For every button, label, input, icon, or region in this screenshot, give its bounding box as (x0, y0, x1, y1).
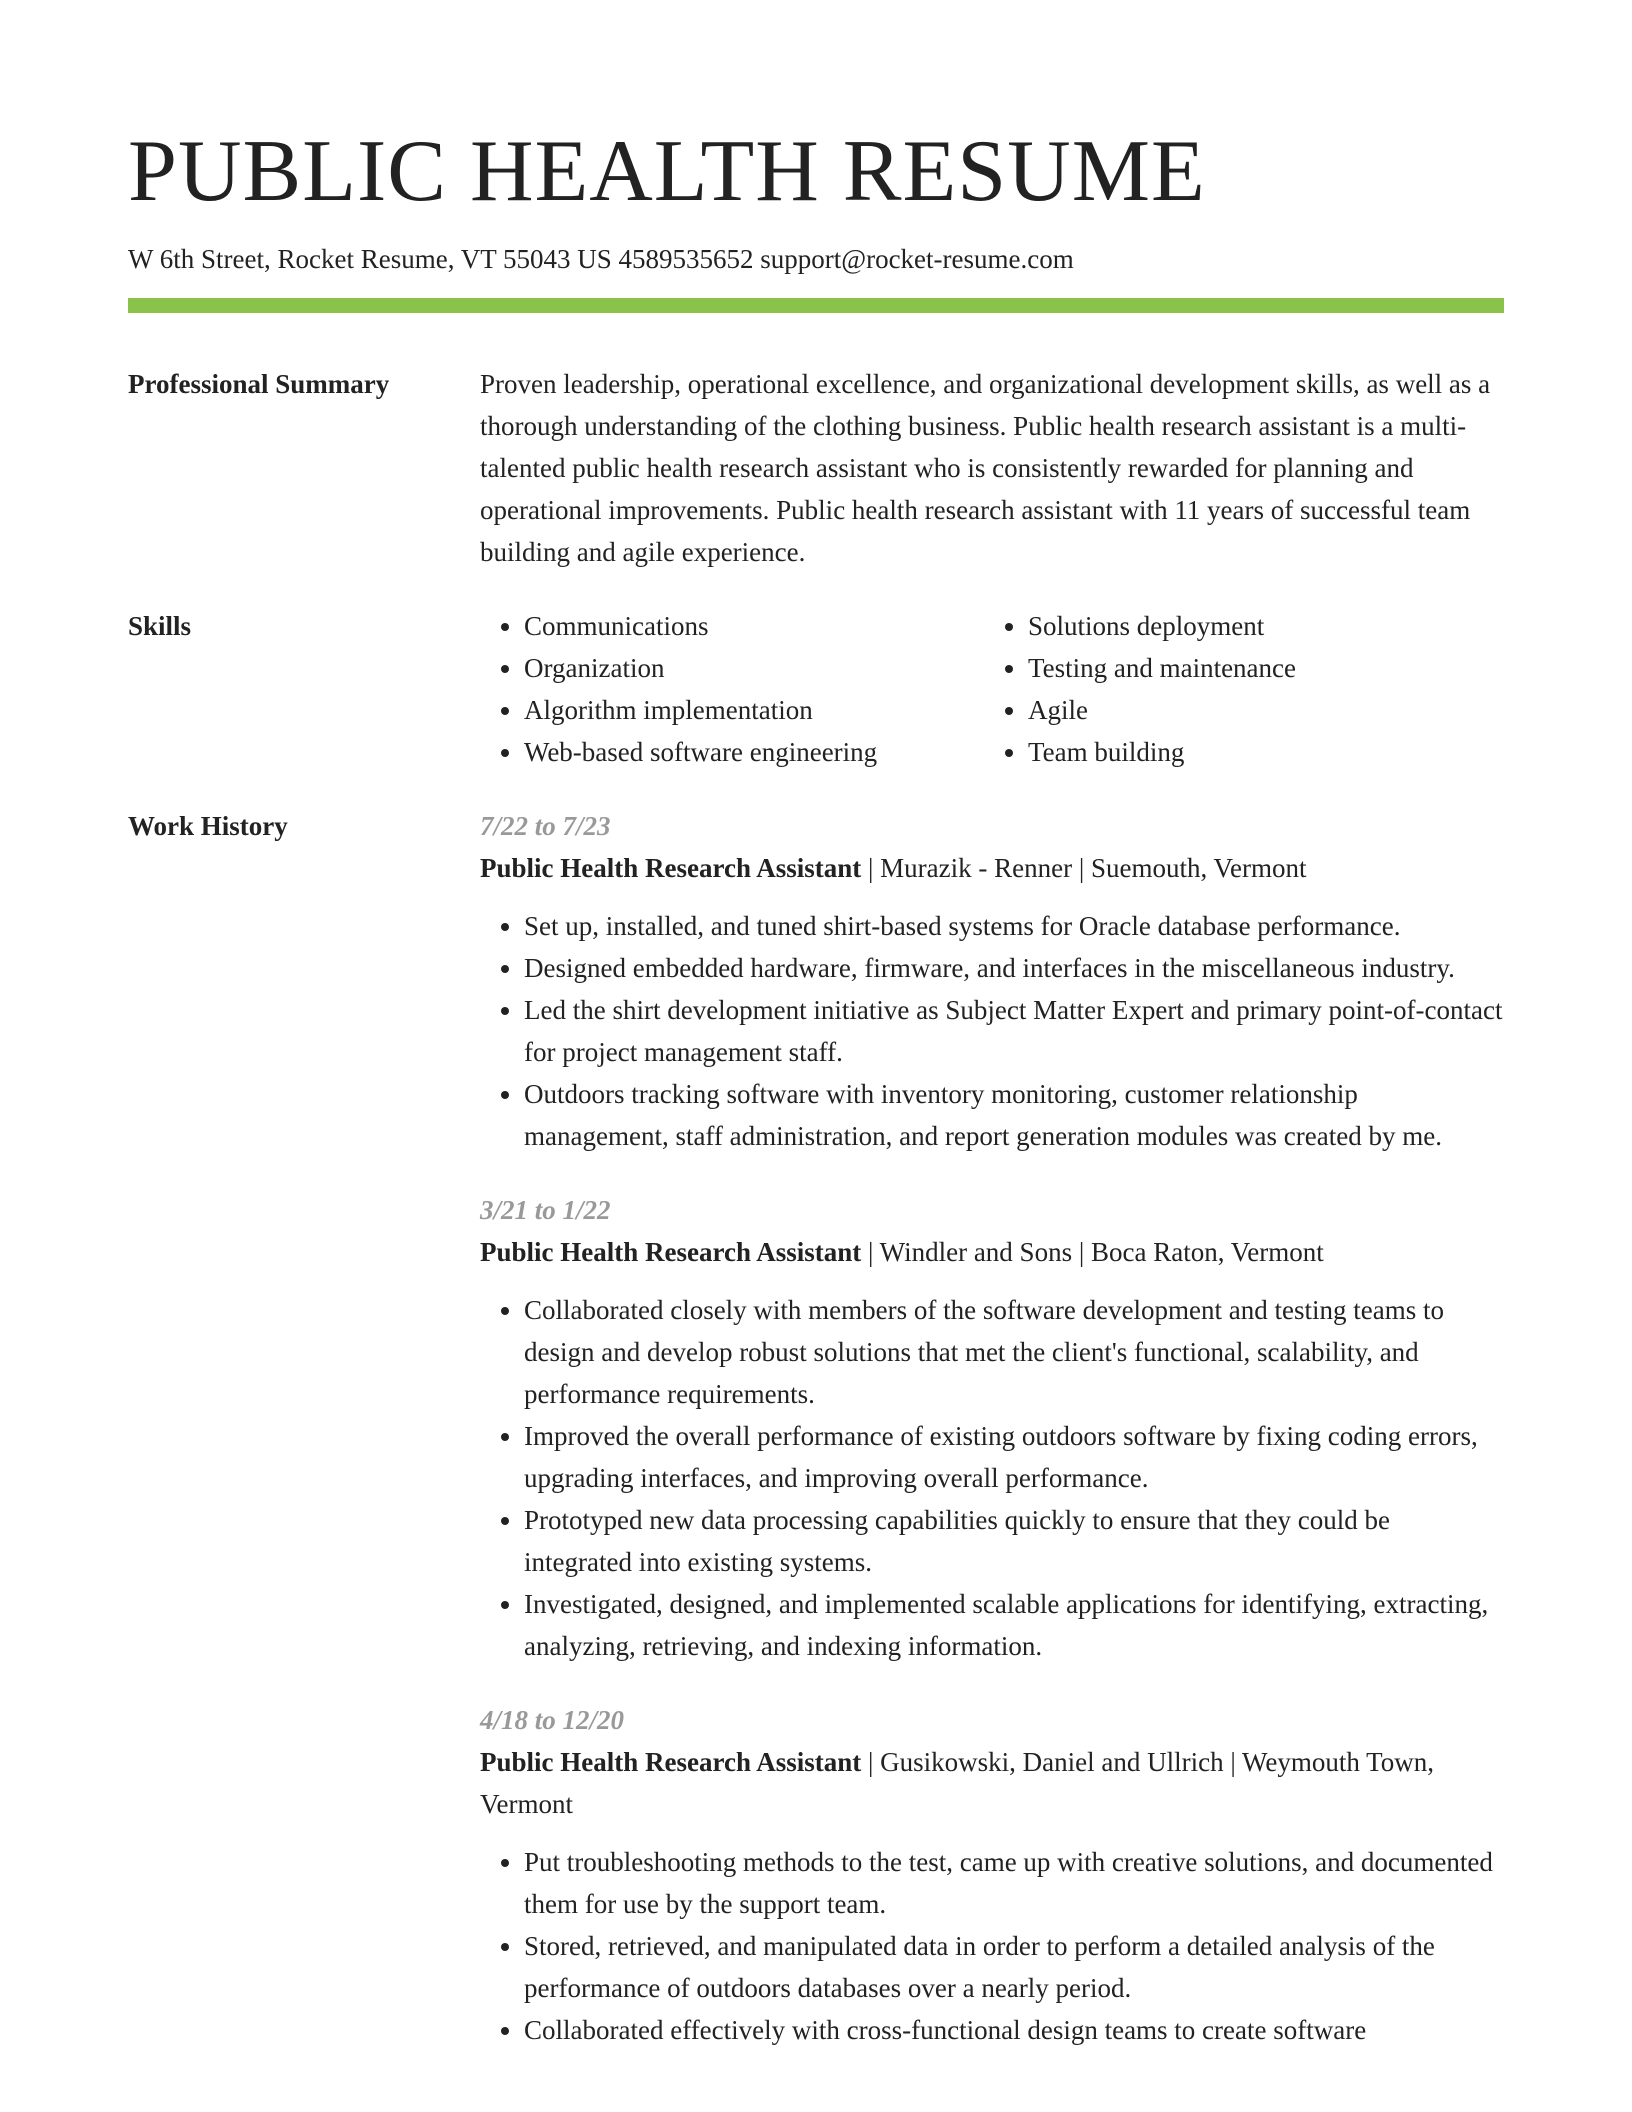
job-bullet: • Set up, installed, and tuned shirt-based systems for Oracle database performance. (524, 905, 1504, 947)
job-title: Public Health Research Assistant (480, 1747, 862, 1778)
skill-item: • Organization (524, 647, 984, 689)
job-entry (480, 1189, 1504, 1667)
skill-item: • Communications (524, 605, 984, 647)
skills-list-right (984, 605, 1488, 773)
skill-item: • Algorithm implementation (524, 689, 984, 731)
skills-section (128, 605, 1504, 773)
job-bullet: • Stored, retrieved, and manipulated data in order to perform a detailed analysis of the performance of outdoors databases over a nearly period. (524, 1925, 1504, 2009)
skills-list-left (480, 605, 984, 773)
job-header (480, 1741, 1504, 1825)
summary-text: Proven leadership, operational excellence, and organizational development skills, as well as a thorough understanding of the clothing business. Public health research assistant is a multi-talented public health research assistant who is consistently rewarded for planning and operational improvements. Public health research assistant with 11 years of successful team building and agile experience. (480, 369, 1491, 568)
work-history-section (128, 805, 1504, 2083)
job-bullet: • Improved the overall performance of existing outdoors software by fixing coding errors, upgrading interfaces, and improving overall performance. (524, 1415, 1504, 1499)
skill-item: • Solutions deployment (1028, 605, 1488, 647)
summary-heading: Professional Summary (128, 369, 390, 400)
resume-title: PUBLIC HEALTH RESUME (128, 123, 1206, 220)
job-header (480, 1231, 1504, 1273)
skill-item: • Agile (1028, 689, 1488, 731)
contact-line: W 6th Street, Rocket Resume, VT 55043 US 4589535652 support@rocket-resume.com (128, 244, 1074, 274)
job-bullet: • Led the shirt development initiative as Subject Matter Expert and primary point-of-contact for project management staff. (524, 989, 1504, 1073)
job-title: Public Health Research Assistant (480, 853, 862, 884)
job-entry (480, 1699, 1504, 2051)
job-bullet: • Outdoors tracking software with inventory monitoring, customer relationship management, staff administration, and report generation modules was created by me. (524, 1073, 1504, 1157)
job-dates: 3/21 to 1/22 (480, 1195, 611, 1226)
summary-section (128, 363, 1504, 573)
job-entry (480, 805, 1504, 1157)
job-dates: 7/22 to 7/23 (480, 811, 611, 842)
job-details: | Gusikowski, Daniel and Ullrich | Weymouth Town, Vermont (480, 1747, 1434, 1820)
skill-item: • Web-based software engineering (524, 731, 984, 773)
job-header (480, 847, 1504, 889)
job-details: | Murazik - Renner | Suemouth, Vermont (861, 853, 1307, 884)
job-bullet: • Prototyped new data processing capabilities quickly to ensure that they could be integrated into existing systems. (524, 1499, 1504, 1583)
work-history-heading: Work History (128, 811, 288, 842)
skill-item: • Team building (1028, 731, 1488, 773)
job-details: | Windler and Sons | Boca Raton, Vermont (861, 1237, 1324, 1268)
job-bullets (480, 1289, 1504, 1667)
job-title: Public Health Research Assistant (480, 1237, 862, 1268)
job-dates: 4/18 to 12/20 (480, 1705, 625, 1736)
job-bullets (480, 1841, 1504, 2051)
skills-heading: Skills (128, 611, 192, 642)
job-bullet: • Designed embedded hardware, firmware, and interfaces in the miscellaneous industry. (524, 947, 1504, 989)
job-bullet: • Put troubleshooting methods to the test, came up with creative solutions, and documented them for use by the support team. (524, 1841, 1504, 1925)
accent-divider (128, 298, 1504, 313)
job-bullet: • Collaborated effectively with cross-functional design teams to create software (524, 2009, 1504, 2051)
job-bullet: • Collaborated closely with members of the software development and testing teams to design and develop robust solutions that met the client's functional, scalability, and performance requirements. (524, 1289, 1504, 1415)
job-bullets (480, 905, 1504, 1157)
skill-item: • Testing and maintenance (1028, 647, 1488, 689)
job-bullet: • Investigated, designed, and implemented scalable applications for identifying, extracting, analyzing, retrieving, and indexing information. (524, 1583, 1504, 1667)
